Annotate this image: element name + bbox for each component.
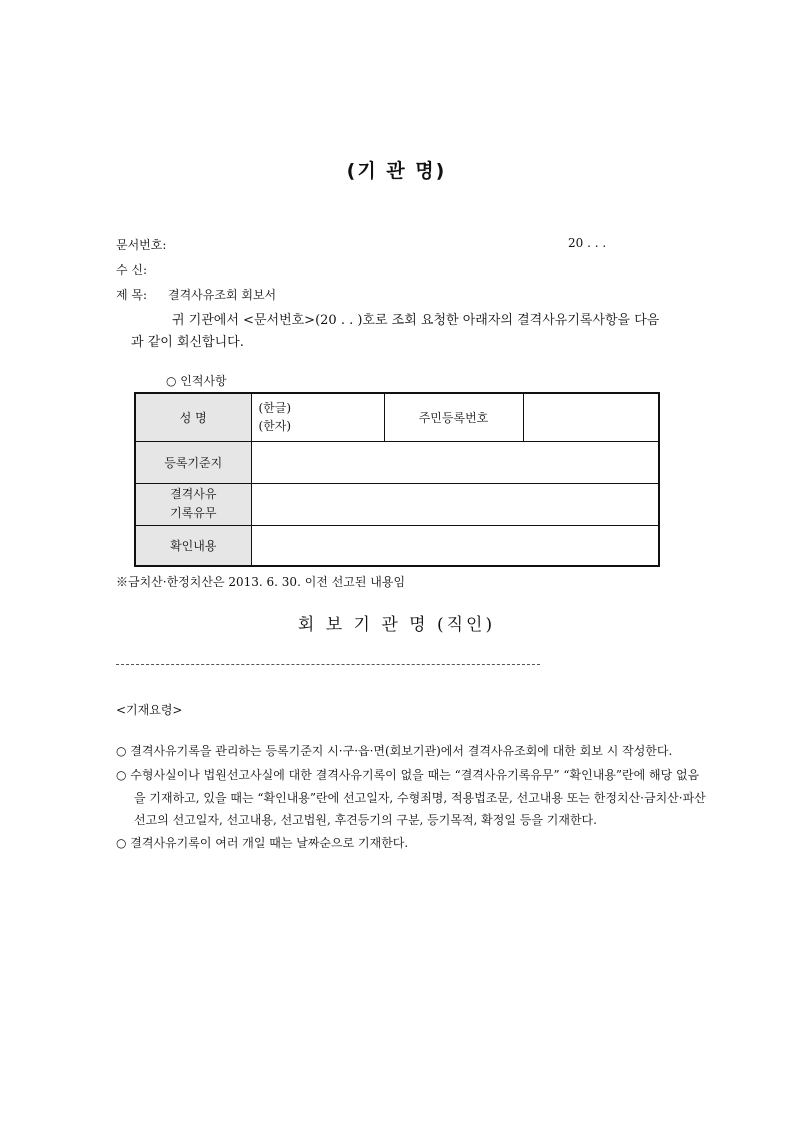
subject-value: 결격사유조회 회보서 [168,288,277,302]
instruction-item-3: ○ 결격사유기록이 여러 개일 때는 날짜순으로 기재한다. [116,836,409,850]
record-label [135,483,251,525]
registry-field[interactable] [251,441,659,483]
name-hanja-label: (한자) [258,419,292,434]
doc-date: 20 . . . [568,236,607,250]
table-row [135,525,659,566]
confirm-field[interactable] [251,525,659,566]
record-label-line-1: 결격사유 [170,487,217,501]
name-hangul-label: (한글) [258,401,292,416]
record-label-line-2: 기록유무 [170,506,217,520]
document-title: (기 관 명) [346,160,447,182]
subject-label: 제 목: [116,288,148,302]
rrn-field[interactable] [523,393,659,441]
instructions-heading: <기재요령> [116,703,183,717]
instruction-item-1: ○ 결격사유기록을 관리하는 등록기준지 시·구·읍·면(회보기관)에서 결격사유조회에 대한 회보 시 작성한다. [116,744,673,758]
table-row [135,393,659,441]
instruction-item-2-line-2: 을 기재하고, 있을 때는 “확인내용”란에 선고일자, 수형죄명, 적용법조문, 선고내용 또는 한정치산·금치산·파산 [134,791,706,805]
recipient-label: 수 신: [116,263,148,277]
section-personal-info: ○ 인적사항 [166,374,227,388]
reply-agency-seal: 회 보 기 관 명 (직인) [297,615,496,635]
instruction-item-2-line-3: 선고의 선고일자, 선고내용, 선고법원, 후견등기의 구분, 등기목적, 확정일 등을 기재한다. [134,813,597,827]
registry-label: 등록기준지 [135,441,251,483]
personal-info-table [134,392,660,567]
intro-line-1: 귀 기관에서 <문서번호>(20 . . )호로 조회 요청한 아래자의 결격사유기록사항을 다음 [172,313,660,328]
instruction-item-2-line-1: ○ 수형사실이나 법원선고사실에 대한 결격사유기록이 없을 때는 “결격사유기록유무” “확인내용”란에 해당 없음 [116,768,700,782]
divider [116,664,540,665]
rrn-label: 주민등록번호 [384,393,523,441]
intro-line-2: 과 같이 회신합니다. [131,335,244,350]
table-row [135,483,659,525]
name-label: 성 명 [135,393,251,441]
table-row [135,441,659,483]
footnote: ※금치산·한정치산은 2013. 6. 30. 이전 선고된 내용임 [116,575,406,589]
record-field[interactable] [251,483,659,525]
doc-number-label: 문서번호: [116,238,167,252]
confirm-label: 확인내용 [135,525,251,566]
name-field[interactable] [251,393,384,441]
